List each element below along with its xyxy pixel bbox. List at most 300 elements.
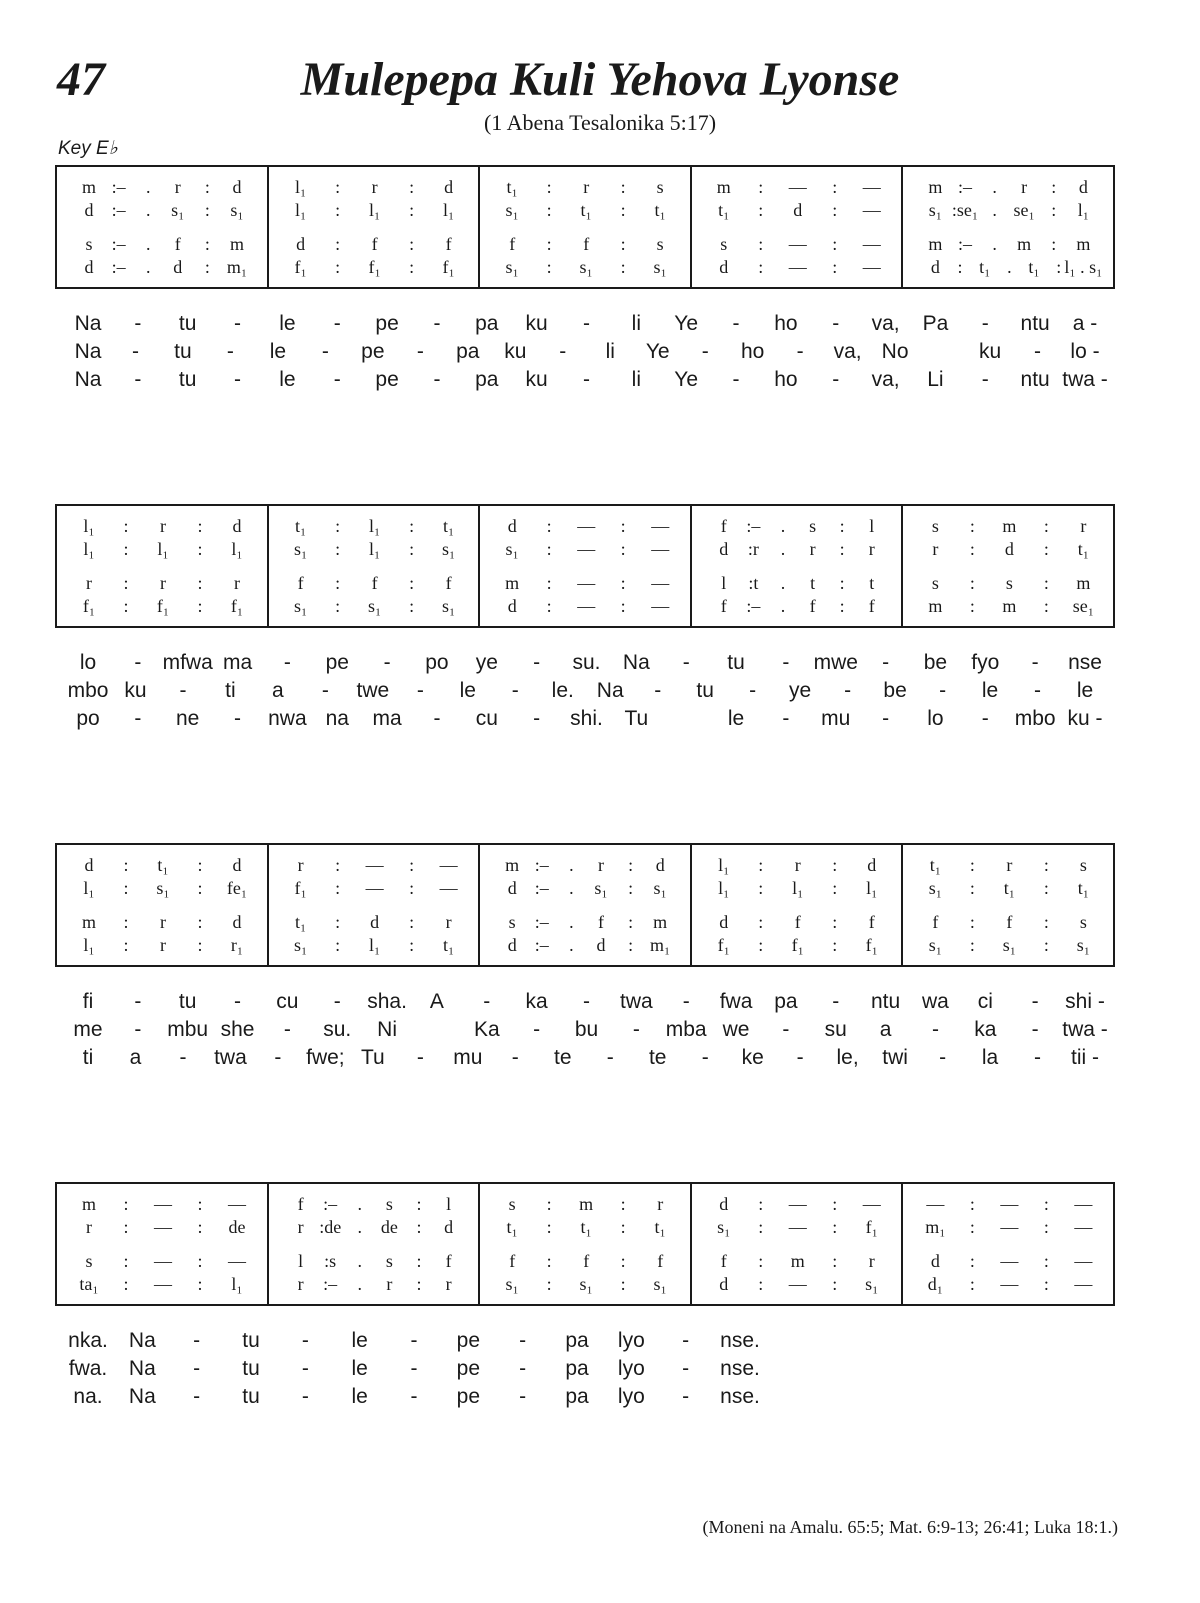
lyric-syllable: pe [456,1385,481,1408]
lyric-syllable: a [129,1046,142,1069]
solfa-token: s [508,1194,516,1214]
solfa-token: f [794,912,801,932]
voice-row [269,257,479,281]
solfa-token: m₁ [650,935,671,955]
solfa-token: :– [534,855,549,875]
solfa-token: t₁ [580,1217,592,1237]
lyric-syllable: - [179,1046,187,1069]
solfa-token: : [1043,539,1049,559]
solfa-token: t₁ [294,516,307,536]
lyric-syllable: nse. [720,1357,760,1380]
solfa-token: f [868,596,875,616]
solfa-token: s₁ [230,200,244,220]
key-signature: Key E♭ [58,138,118,159]
lyric-syllable: - [981,312,989,335]
solfa-token: : [335,878,341,898]
solfa-token: : [546,1251,552,1271]
lyric-syllable: pa [774,990,798,1013]
solfa-token: : [123,1251,129,1271]
solfa-token: : [969,596,975,616]
solfa-token: : [409,935,415,955]
lyric-syllable: - [682,1329,690,1352]
lyric-syllable: - [701,1046,709,1069]
solfa-token: : [197,912,203,932]
solfa-token: l₁ [368,200,381,220]
solfa-token: l₁ [231,539,243,559]
lyric-syllable: nse. [720,1329,760,1352]
solfa-token: : [1051,234,1057,254]
solfa-token: :r [747,539,759,559]
solfa-token: — [788,1194,807,1214]
solfa-token: : [628,855,634,875]
lyric-syllable: mba [665,1018,707,1041]
lyric-syllable: te [553,1046,572,1069]
lyric-syllable: tu [178,368,197,391]
solfa-token: f [583,234,590,254]
solfa-token: de [228,1217,246,1237]
solfa-token: : [832,935,838,955]
solfa-token: . [780,596,786,616]
solfa-token: d [655,855,665,875]
voice-row [57,1217,267,1241]
solfa-token: : [1056,257,1062,277]
measure [480,506,692,626]
measure [903,1184,1113,1304]
lyric-syllable: twe [356,679,390,702]
solfa-token: m [81,912,97,932]
lyric-syllable: ku [525,368,548,391]
voice-row [269,1251,479,1275]
voice-row [480,177,690,201]
solfa-token: t [810,573,816,593]
solfa-token: t₁ [654,1217,666,1237]
solfa-token: s₁ [865,1274,879,1294]
lyric-syllable: twa - [1062,368,1108,391]
solfa-token: m [229,234,245,254]
voice-row [903,912,1113,936]
solfa-token: : [832,177,838,197]
solfa-token: d [1004,539,1014,559]
lyric-line [0,368,1200,396]
lyric-syllable: le [981,679,999,702]
solfa-token: : [197,935,203,955]
lyric-syllable: - [732,368,740,391]
lyric-syllable: - [274,1046,282,1069]
lyric-syllable: lyo [617,1385,645,1408]
solfa-token: : [969,1194,975,1214]
voice-row [903,1274,1113,1298]
solfa-token: d [719,539,729,559]
lyric-syllable: po [425,651,449,674]
lyric-syllable: - [519,1385,527,1408]
lyric-syllable: - [832,368,840,391]
measure [269,845,481,965]
lyric-line [0,1018,1200,1046]
solfa-token: : [123,539,129,559]
solfa-token: . [569,935,574,955]
solfa-token: s [508,912,516,932]
lyric-syllable: - [193,1329,201,1352]
lyric-syllable: - [193,1357,201,1380]
lyric-syllable: a [879,1018,892,1041]
solfa-token: s₁ [653,878,667,898]
solfa-token: m [653,912,668,932]
solfa-token: t₁ [1028,257,1040,277]
lyric-syllable: - [234,312,242,335]
solfa-token: l₁ [718,878,730,898]
lyric-syllable: le [459,679,476,702]
measure [57,1184,269,1304]
solfa-token: : [335,200,341,220]
solfa-token: fe₁ [226,878,248,898]
solfa-token: : [620,1274,626,1294]
lyric-syllable: - [832,990,840,1013]
solfa-token: : [409,539,415,559]
solfa-token: . [780,516,786,536]
solfa-token: — [862,200,881,220]
lyric-syllable: mbu [167,1018,209,1041]
voice-row [480,855,690,879]
lyric-syllable: - [782,707,790,730]
lyric-syllable: Ka [473,1018,500,1041]
lyric-syllable: pa [475,312,499,335]
lyric-syllable: pa [565,1357,589,1380]
solfa-token: s [1005,573,1013,593]
lyric-syllable: - [682,651,690,674]
solfa-token: r₁ [230,935,244,955]
lyric-syllable: nwa [268,707,307,730]
solfa-token: : [832,234,838,254]
solfa-token: f [657,1251,664,1271]
solfa-token: ta₁ [79,1274,99,1294]
solfa-token: f₁ [442,257,455,277]
lyric-syllable: ye [789,679,812,702]
solfa-token: s [85,234,93,254]
solfa-token: — [365,855,384,875]
lyric-syllable: fwa. [68,1357,108,1380]
measure [903,167,1113,287]
lyric-syllable: - [134,990,142,1013]
lyric-syllable: ke [741,1046,764,1069]
measure [57,506,269,626]
lyric-syllable: ho [774,368,798,391]
solfa-stave [55,504,1115,628]
solfa-token: : [620,177,626,197]
solfa-token: d [507,935,517,955]
solfa-stave [55,1182,1115,1306]
solfa-token: : [546,200,552,220]
lyric-syllable: - [939,1046,947,1069]
voice-row [57,177,267,201]
voice-row [480,596,690,620]
solfa-token: s₁ [505,539,519,559]
lyric-syllable: nse. [720,1385,760,1408]
lyric-syllable: - [321,679,329,702]
solfa-token: : [832,200,838,220]
solfa-token: : [832,1251,838,1271]
lyric-syllable: su. [572,651,601,674]
solfa-token: d [596,935,606,955]
solfa-token: r [583,177,590,197]
voice-row [57,234,267,258]
lyric-syllable: - [179,679,187,702]
voice-row [692,200,902,224]
solfa-token: s₁ [156,878,170,898]
voice-row [57,200,267,224]
solfa-token: s₁ [1076,935,1091,955]
voice-row [692,573,902,597]
voice-row [57,257,267,281]
solfa-token: : [546,1217,552,1237]
measure [269,506,481,626]
lyric-syllable: Na [74,368,102,391]
solfa-token: d [507,878,517,898]
lyric-line [0,1329,1200,1357]
solfa-token: s [809,516,817,536]
voice-row [903,516,1113,540]
solfa-token: : [758,878,764,898]
solfa-token: s [385,1194,393,1214]
voice-row [903,878,1113,902]
lyric-syllable: - [134,368,142,391]
lyric-syllable: le [269,340,287,363]
voice-row [903,257,1113,281]
lyric-line [0,312,1200,340]
footer-references: (Moneni na Amalu. 65:5; Mat. 6:9-13; 26:41; Luka 18:1.) [702,1517,1118,1537]
solfa-token: d [930,257,940,277]
lyric-syllable: - [301,1357,309,1380]
solfa-token: l [721,573,727,593]
solfa-token: . [357,1274,363,1294]
solfa-token: r [371,177,378,197]
solfa-token: d [84,855,94,875]
solfa-token: : [123,1217,129,1237]
solfa-token: : [123,1194,129,1214]
voice-row [57,1194,267,1218]
solfa-token: f [809,596,816,616]
solfa-token: : [197,573,203,593]
solfa-token: s₁ [928,200,943,220]
lyric-syllable: tu [174,340,192,363]
lyric-syllable: Tu [360,1046,385,1069]
lyric-syllable: la [981,1046,999,1069]
lyric-syllable: pa [565,1329,589,1352]
solfa-token: . [145,177,151,197]
lyric-syllable: pa [565,1385,589,1408]
solfa-token: s₁ [505,200,519,220]
lyric-syllable: Tu [624,707,649,730]
lyric-syllable: twa - [1062,1018,1108,1041]
voice-row [480,200,690,224]
voice-row [692,516,902,540]
solfa-token: r [160,912,166,932]
lyric-syllable: - [1034,1046,1042,1069]
lyric-syllable: Na [128,1385,156,1408]
solfa-token: : [197,516,203,536]
lyric-syllable: - [682,990,690,1013]
solfa-token: r [868,1251,875,1271]
solfa-token: s [85,1251,93,1271]
lyric-syllable: - [226,340,234,363]
solfa-token: f₁ [82,596,96,616]
solfa-token: : [1043,935,1049,955]
lyric-syllable: tu [178,312,197,335]
lyric-syllable: - [301,1329,309,1352]
solfa-token: — [1074,1194,1093,1214]
solfa-token: t₁ [1077,878,1090,898]
solfa-token: f [445,234,452,254]
lyric-syllable: - [234,707,242,730]
lyric-syllable: ne [176,707,200,730]
solfa-token: : [123,1274,129,1294]
lyric-syllable: nka. [68,1329,108,1352]
lyric-syllable: - [416,340,424,363]
solfa-token: r [657,1194,664,1214]
solfa-token: t₁ [929,855,942,875]
solfa-token: : [969,539,975,559]
solfa-token: — [1074,1251,1093,1271]
lyric-syllable: A [429,990,444,1013]
solfa-token: t₁ [580,200,592,220]
lyric-syllable: she [220,1018,255,1041]
lyric-syllable: ma [372,707,402,730]
solfa-token: : [1043,516,1049,536]
solfa-token: : [123,516,129,536]
lyric-syllable: le [727,707,745,730]
voice-row [269,596,479,620]
solfa-token: : [1043,573,1049,593]
solfa-token: l₁ [294,177,307,197]
solfa-token: r [597,855,604,875]
solfa-token: : [620,1251,626,1271]
lyric-syllable: No [881,340,909,363]
solfa-token: : [335,912,341,932]
solfa-token: d [507,596,517,616]
lyric-syllable: wa [922,990,949,1013]
solfa-token: — [1074,1274,1093,1294]
lyric-syllable: va, [833,340,862,363]
solfa-token: — [577,539,596,559]
solfa-token: s [385,1251,393,1271]
lyric-syllable: - [796,1046,804,1069]
solfa-token: r [234,573,240,593]
solfa-token: — [577,573,596,593]
solfa-token: f [509,1251,516,1271]
lyric-syllable: tu [727,651,745,674]
solfa-token: — [577,596,596,616]
lyric-syllable: - [701,340,709,363]
solfa-token: :– [111,234,126,254]
solfa-token: f [445,1251,452,1271]
solfa-token: s₁ [928,878,943,898]
voice-row [269,1217,479,1241]
solfa-token: s₁ [1002,935,1017,955]
voice-row [269,200,479,224]
solfa-token: : [335,855,341,875]
lyric-syllable: tu [242,1385,260,1408]
solfa-token: : [335,177,341,197]
solfa-token: s₁ [441,596,456,616]
measure [903,506,1113,626]
solfa-token: . [569,878,574,898]
lyric-syllable: cu [276,990,299,1013]
lyric-syllable: - [1031,651,1039,674]
solfa-token: d [719,1194,729,1214]
solfa-token: : [758,1251,764,1271]
solfa-token: :– [111,257,126,277]
lyric-syllable: ti [82,1046,94,1069]
lyric-syllable: - [519,1329,527,1352]
lyric-syllable: - [511,1046,519,1069]
solfa-token: f [932,912,939,932]
lyric-syllable: Na [622,651,650,674]
lyric-syllable: li [631,312,642,335]
solfa-token: l₁ [1077,200,1090,220]
solfa-token: r [809,539,816,559]
lyric-syllable: - [882,707,890,730]
solfa-token: l₁ [83,516,95,536]
solfa-token: : [620,200,626,220]
lyric-syllable: ku [525,312,548,335]
lyric-syllable: pe [325,651,349,674]
solfa-token: l₁ [866,878,878,898]
lyric-syllable: - [283,1018,291,1041]
lyric-syllable: - [533,1018,541,1041]
solfa-token: : [628,912,634,932]
solfa-token: : [123,878,129,898]
solfa-token: : [409,912,415,932]
lyric-syllable: we [722,1018,750,1041]
measure [692,845,904,965]
solfa-token: : [832,1274,838,1294]
solfa-token: f₁ [230,596,244,616]
solfa-token: l₁ . s₁ [1064,257,1103,277]
solfa-token: : [409,596,415,616]
solfa-token: : [969,1217,975,1237]
lyric-syllable: - [931,1018,939,1041]
solfa-token: t₁ [506,177,518,197]
lyric-syllable: - [519,1357,527,1380]
solfa-token: r [1006,855,1013,875]
solfa-token: : [335,257,341,277]
voice-row [903,539,1113,563]
solfa-token: r [868,539,875,559]
solfa-token: : [969,912,975,932]
voice-row [57,855,267,879]
voice-row [269,878,479,902]
measure [57,845,269,965]
lyric-syllable: - [134,312,142,335]
solfa-token: f [1006,912,1013,932]
voice-row [903,596,1113,620]
lyric-syllable: shi. [570,707,603,730]
lyric-syllable: ho [740,340,765,363]
voice-row [480,912,690,936]
lyric-syllable: twa [620,990,653,1013]
solfa-token: :– [746,516,761,536]
lyric-syllable: - [301,1385,309,1408]
solfa-token: : [832,878,838,898]
solfa-token: . [992,234,997,254]
lyric-syllable: - [383,651,391,674]
lyric-syllable: pa [475,368,499,391]
solfa-token: f₁ [865,1217,878,1237]
solfa-token: — [577,516,596,536]
solfa-token: : [832,912,838,932]
lyric-syllable: va, [871,312,900,335]
solfa-token: s₁ [505,1274,519,1294]
solfa-token: : [758,257,764,277]
